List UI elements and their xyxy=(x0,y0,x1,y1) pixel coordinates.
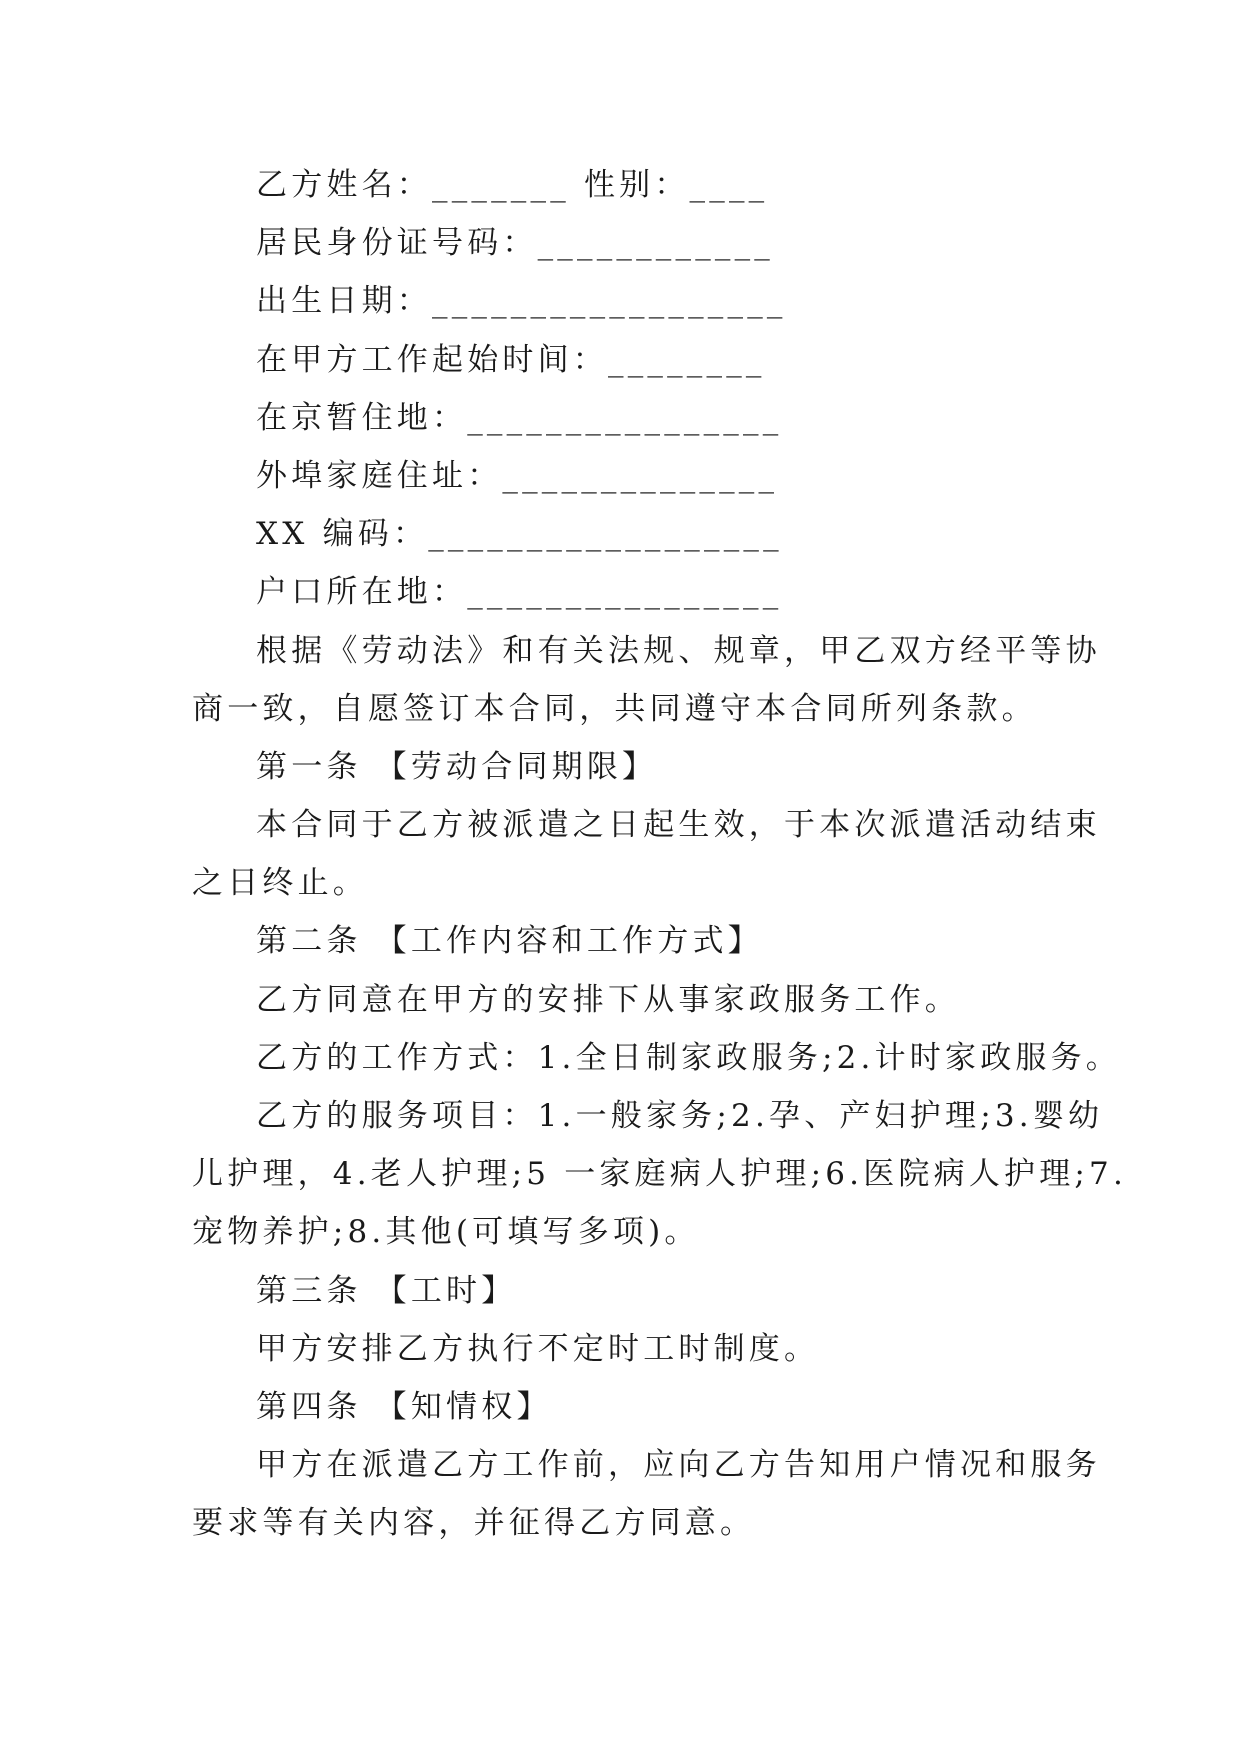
article-2-service-items-line-3: 宠物养护;8.其他(可填写多项)。 xyxy=(192,1214,700,1251)
postal-code-line: XX 编码：__________________ xyxy=(256,516,783,553)
preamble-line-2: 商一致，自愿签订本合同，共同遵守本合同所列条款。 xyxy=(192,690,1037,727)
household-registration-line: 户口所在地：________________ xyxy=(256,574,783,611)
article-2-work-mode-line: 乙方的工作方式：1.全日制家政服务;2.计时家政服务。 xyxy=(256,1039,1121,1076)
party-b-name-gender-line: 乙方姓名：_______ 性别：____ xyxy=(256,167,769,203)
article-2-text-line-1: 乙方同意在甲方的安排下从事家政服务工作。 xyxy=(256,981,960,1018)
start-date-line: 在甲方工作起始时间：________ xyxy=(256,341,766,378)
beijing-residence-line: 在京暂住地：________________ xyxy=(256,399,783,436)
article-4-text-line-2: 要求等有关内容，并征得乙方同意。 xyxy=(192,1505,756,1542)
contract-body xyxy=(192,156,1128,1553)
article-4-text-line-1: 甲方在派遣乙方工作前，应向乙方告知用户情况和服务 xyxy=(256,1447,1101,1484)
article-2-heading: 第二条 【工作内容和工作方式】 xyxy=(256,923,763,960)
article-2-service-items-line-1: 乙方的服务项目：1.一般家务;2.孕、产妇护理;3.婴幼 xyxy=(256,1098,1104,1134)
article-3-text-line-1: 甲方安排乙方执行不定时工时制度。 xyxy=(256,1330,820,1367)
article-1-text-line-1: 本合同于乙方被派遣之日起生效，于本次派遣活动结束 xyxy=(256,807,1101,844)
article-3-heading: 第三条 【工时】 xyxy=(256,1272,517,1309)
article-4-heading: 第四条 【知情权】 xyxy=(256,1388,552,1425)
id-number-line: 居民身份证号码：____________ xyxy=(256,225,774,262)
birth-date-line: 出生日期：__________________ xyxy=(256,283,787,320)
article-1-text-line-2: 之日终止。 xyxy=(192,865,368,902)
article-1-heading: 第一条 【劳动合同期限】 xyxy=(256,748,658,785)
home-address-line: 外埠家庭住址：______________ xyxy=(256,457,779,494)
preamble-line-1: 根据《劳动法》和有关法规、规章，甲乙双方经平等协 xyxy=(256,632,1101,669)
article-2-service-items-line-2: 儿护理，4.老人护理;5 一家庭病人护理;6.医院病人护理;7. xyxy=(192,1156,1128,1193)
